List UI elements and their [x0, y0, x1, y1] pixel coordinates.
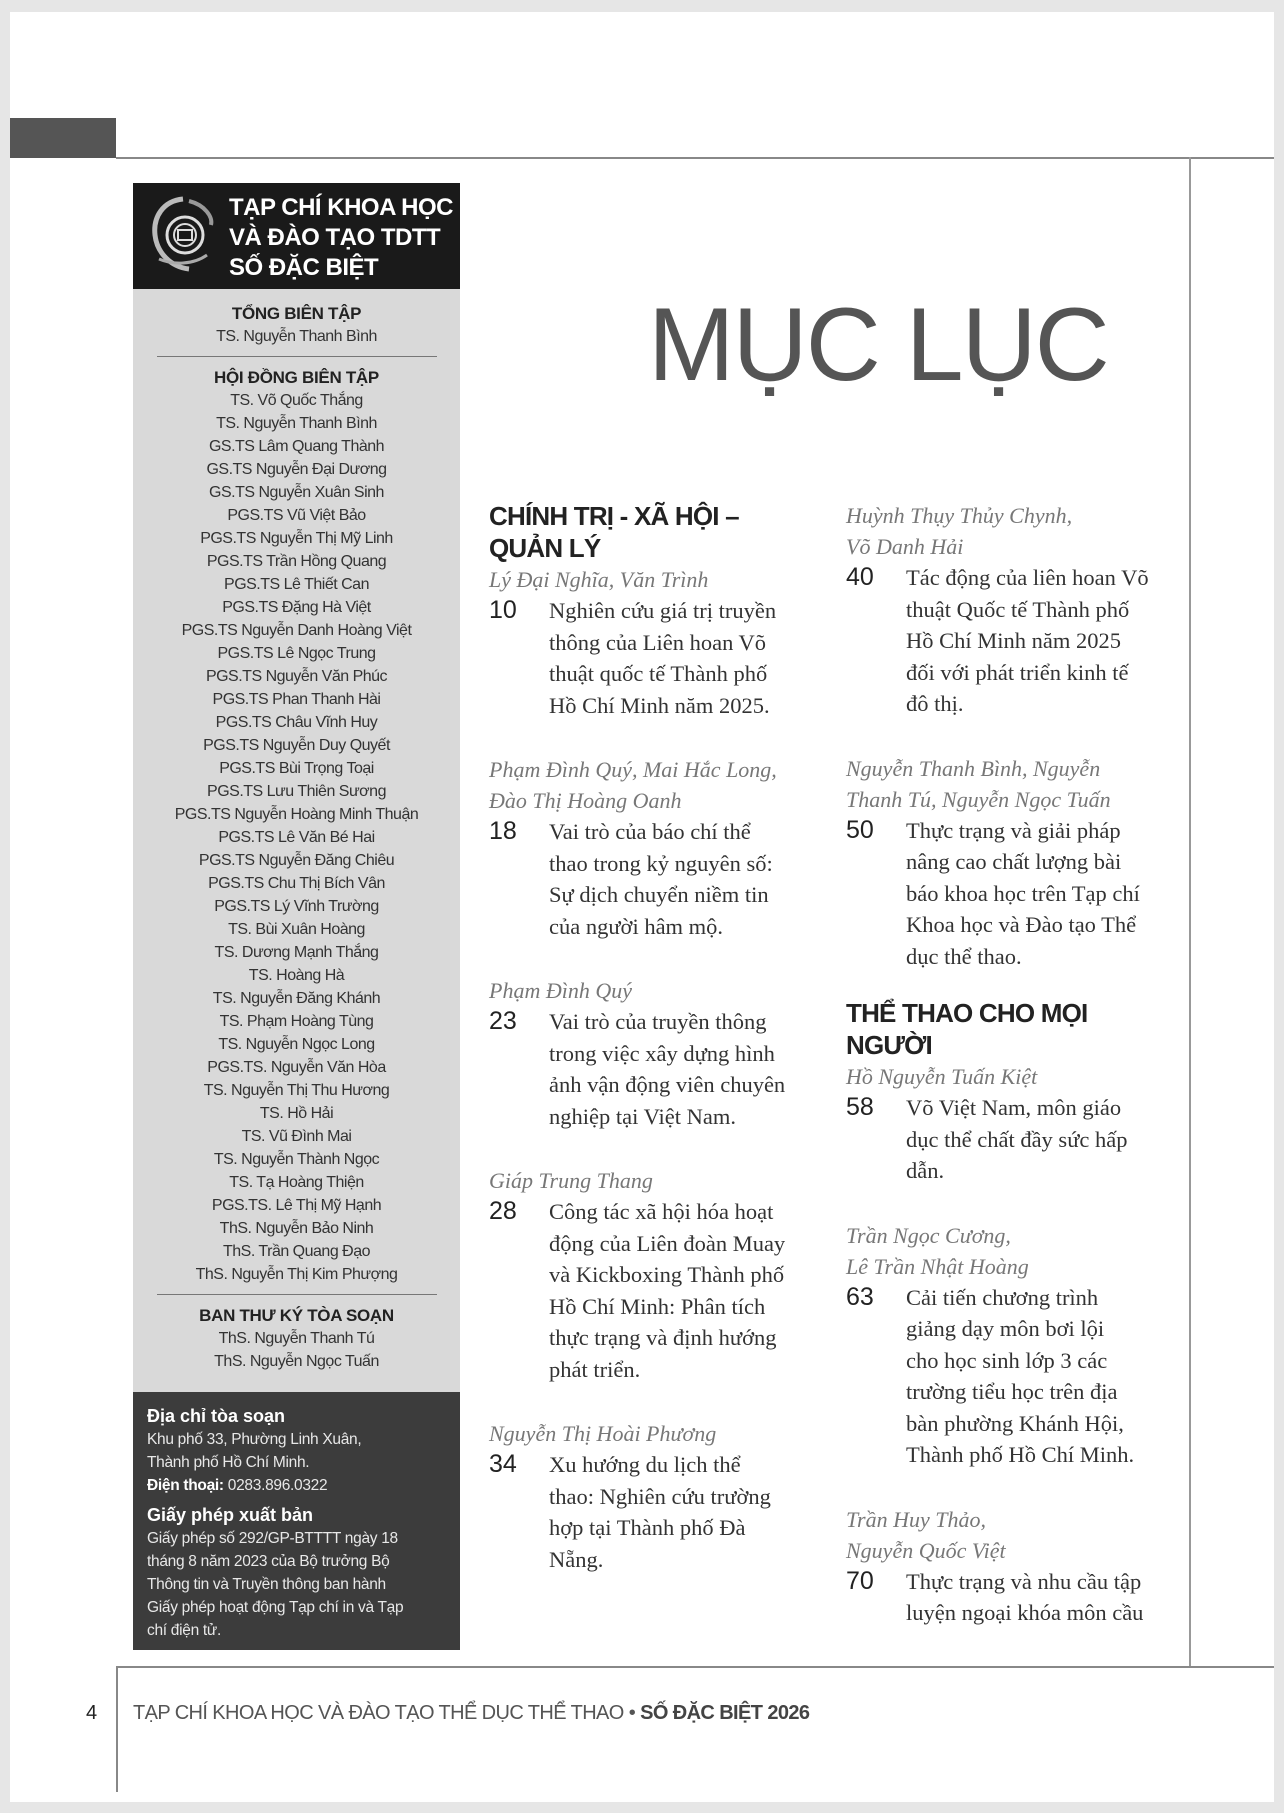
entry-title-line: ảnh vận động viên chuyên	[549, 1072, 786, 1097]
board-member-name: PGS.TS Chu Thị Bích Vân	[208, 875, 385, 892]
entry-title-line: Hồ Chí Minh năm 2025	[906, 628, 1122, 653]
entry-title-line: nâng cao chất lượng bài	[906, 849, 1122, 874]
board-member-name: TS. Nguyễn Thanh Bình	[216, 415, 377, 432]
entry-title-line: giảng dạy môn bơi lội	[906, 1316, 1105, 1341]
entry-authors: Võ Danh Hải	[846, 534, 964, 559]
secretariat-name: ThS. Nguyễn Ngọc Tuấn	[214, 1353, 379, 1370]
entry-title-line: Hồ Chí Minh năm 2025.	[549, 692, 770, 718]
secretariat-heading: BAN THƯ KÝ TÒA SOẠN	[199, 1306, 394, 1325]
entry-authors: Lê Trần Nhật Hoàng	[846, 1253, 1029, 1279]
entry-title	[906, 815, 1140, 973]
masthead-info	[133, 1392, 460, 1650]
board-member-name: PGS.TS Lý Vĩnh Trường	[214, 898, 379, 915]
license-line: Giấy phép số 292/GP-BTTTT ngày 18	[147, 1530, 398, 1547]
entry-authors: Lý Đại Nghĩa, Văn Trình	[489, 567, 709, 592]
masthead-title-line: TẠP CHÍ KHOA HỌC	[229, 194, 454, 221]
board-member-name: TS. Nguyễn Ngọc Long	[218, 1036, 375, 1053]
issue-label: SỐ ĐẶC BIỆT 2026	[640, 1702, 810, 1724]
entry-authors: Giáp Trung Thang	[489, 1168, 653, 1193]
board-member-name: TS. Bùi Xuân Hoàng	[228, 921, 365, 938]
board-member-name: PGS.TS Nguyễn Đăng Chiêu	[198, 852, 395, 869]
entry-title-line: đô thị.	[906, 691, 964, 716]
toc-entry[interactable]	[489, 754, 834, 942]
board-member-name: PGS.TS Lưu Thiên Sương	[207, 783, 386, 800]
entry-authors: Huỳnh Thụy Thủy Chynh,	[846, 503, 1073, 528]
entry-row	[489, 816, 834, 942]
category-heading-line: CHÍNH TRỊ - XÃ HỘI –	[489, 501, 739, 531]
entry-page-number: 40	[846, 563, 874, 591]
board-member-name: PGS.TS Lê Ngọc Trung	[217, 645, 376, 662]
journal-name: TẠP CHÍ KHOA HỌC VÀ ĐÀO TẠO THỂ DỤC THỂ THAO	[133, 1702, 624, 1724]
entry-authors: Trần Huy Thảo,	[846, 1506, 986, 1532]
entry-authors: Nguyễn Thanh Bình, Nguyễn	[846, 755, 1101, 781]
entry-title-line: Vai trò của báo chí thể	[549, 819, 751, 844]
toc-entries	[846, 1061, 1191, 1629]
entry-page-number: 58	[846, 1093, 874, 1121]
category-heading-line: THỂ THAO CHO MỌI	[846, 998, 1088, 1028]
entry-authors: Trần Ngọc Cương,	[846, 1222, 1011, 1248]
license-heading: Giấy phép xuất bản	[147, 1505, 314, 1525]
entry-authors: Nguyễn Thị Hoài Phương	[489, 1421, 717, 1446]
board-member-name: TS. Vũ Đình Mai	[241, 1128, 352, 1145]
entry-title	[906, 1282, 1134, 1471]
editorial-board-list	[133, 389, 460, 1286]
masthead-header	[133, 183, 460, 289]
entry-title	[549, 1196, 785, 1385]
entry-title-line: trong việc xây dựng hình	[549, 1040, 775, 1066]
toc-entry[interactable]	[846, 1220, 1191, 1471]
entry-title-line: Cải tiến chương trình	[906, 1284, 1099, 1310]
entry-page-number: 70	[846, 1566, 874, 1595]
entry-title	[549, 595, 776, 721]
address-line: Khu phố 33, Phường Linh Xuân,	[147, 1431, 362, 1448]
toc-entries	[846, 500, 1191, 972]
license-line: tháng 8 năm 2023 của Bộ trưởng Bộ	[147, 1553, 390, 1570]
journal-logo-icon	[149, 195, 217, 275]
board-member-name: TS. Dương Mạnh Thắng	[214, 944, 379, 961]
toc-entry[interactable]	[846, 500, 1191, 720]
masthead-title-line: SỐ ĐẶC BIỆT	[229, 254, 379, 281]
toc-entry[interactable]	[846, 1061, 1191, 1187]
board-member-name: ThS. Trần Quang Đạo	[222, 1243, 371, 1260]
board-member-name: PGS.TS Nguyễn Danh Hoàng Việt	[181, 622, 412, 639]
entry-title-line: Thành phố Hồ Chí Minh.	[906, 1442, 1135, 1467]
board-member-name: GS.TS Lâm Quang Thành	[208, 438, 385, 455]
entry-title-line: trường tiểu học trên địa	[906, 1379, 1118, 1404]
footer-left-rule	[116, 1666, 118, 1792]
entry-title-line: báo khoa học trên Tạp chí	[906, 880, 1140, 906]
entry-row	[846, 562, 1191, 720]
entry-title	[906, 562, 1149, 720]
footer-bullet: •	[623, 1702, 641, 1724]
entry-title-line: Thực trạng và nhu cầu tập	[906, 1568, 1142, 1594]
board-member-name: TS. Võ Quốc Thắng	[230, 392, 363, 409]
entry-title-line: Hồ Chí Minh: Phân tích	[549, 1293, 766, 1319]
board-member-name: PGS.TS Châu Vĩnh Huy	[215, 714, 378, 731]
entry-title-line: Vai trò của truyền thông	[549, 1009, 767, 1034]
entry-row	[489, 1449, 834, 1575]
toc-entry[interactable]	[489, 564, 834, 721]
entry-title-line: Võ Việt Nam, môn giáo	[906, 1095, 1122, 1120]
board-member-name: PGS.TS Lê Văn Bé Hai	[218, 829, 375, 846]
toc-entry[interactable]	[489, 1418, 834, 1575]
entry-title-line: cho học sinh lớp 3 các	[906, 1347, 1108, 1373]
masthead-title	[229, 193, 453, 283]
entry-authors: Nguyễn Quốc Việt	[846, 1537, 1006, 1563]
editorial-board-heading: HỘI ĐỒNG BIÊN TẬP	[214, 368, 379, 387]
entry-title-line: Khoa học và Đào tạo Thể	[906, 912, 1137, 937]
board-member-name: ThS. Nguyễn Bảo Ninh	[219, 1220, 374, 1237]
entry-title	[549, 816, 773, 942]
entry-page-number: 28	[489, 1197, 517, 1225]
phone-line	[147, 1474, 446, 1497]
bottom-rule	[116, 1666, 1274, 1668]
entry-title-line: nghiệp tại Việt Nam.	[549, 1103, 736, 1129]
toc-column-2	[846, 500, 1191, 1662]
entry-title-line: thao: Nghiên cứu trường	[549, 1483, 771, 1509]
entry-row	[846, 1282, 1191, 1471]
board-member-name: PGS.TS Phan Thanh Hài	[212, 691, 381, 708]
masthead-staff	[133, 289, 460, 1392]
entry-authors: Phạm Đình Quý	[489, 978, 632, 1003]
board-member-name: ThS. Nguyễn Thị Kim Phượng	[195, 1266, 398, 1283]
phone-label: Điện thoại:	[147, 1477, 224, 1494]
category-heading	[489, 500, 834, 564]
license-line: chí điện tử.	[147, 1622, 221, 1639]
board-member-name: PGS.TS. Lê Thị Mỹ Hạnh	[211, 1197, 382, 1214]
entry-title-line: dục thể chất đầy sức hấp	[906, 1126, 1128, 1152]
entry-title-line: luyện ngoại khóa môn cầu	[906, 1600, 1144, 1625]
page-number: 4	[86, 1702, 98, 1724]
entry-title-line: Thực trạng và giải pháp	[906, 817, 1121, 843]
toc-column-1	[489, 500, 834, 1608]
editor-in-chief-heading: TỔNG BIÊN TẬP	[231, 304, 362, 323]
entry-row	[846, 815, 1191, 973]
board-member-name: TS. Phạm Hoàng Tùng	[219, 1013, 374, 1030]
entry-title-line: thuật quốc tế Thành phố	[549, 661, 768, 686]
entry-row	[489, 595, 834, 721]
entry-row	[846, 1566, 1191, 1629]
board-member-name: PGS.TS Vũ Việt Bảo	[227, 507, 366, 524]
board-member-name: TS. Nguyễn Thành Ngọc	[213, 1151, 380, 1168]
board-member-name: GS.TS Nguyễn Đại Dương	[206, 461, 387, 478]
board-member-name: TS. Nguyễn Thị Thu Hương	[203, 1082, 390, 1099]
board-member-name: PGS.TS Nguyễn Văn Phúc	[205, 668, 388, 685]
board-member-name: PGS.TS Lê Thiết Can	[224, 576, 369, 593]
entry-title-line: thao trong kỷ nguyên số:	[549, 850, 773, 876]
entry-title-line: của người hâm mộ.	[549, 913, 724, 939]
entry-title-line: Xu hướng du lịch thể	[549, 1452, 741, 1477]
license-line: Giấy phép hoạt động Tạp chí in và Tạp	[147, 1599, 404, 1616]
license-line: Thông tin và Truyền thông ban hành	[147, 1576, 386, 1593]
entry-title	[906, 1092, 1127, 1187]
toc-entry[interactable]	[489, 975, 834, 1132]
entry-title-line: thông của Liên hoan Võ	[549, 629, 767, 655]
entry-title-line: Tác động của liên hoan Võ	[906, 565, 1149, 590]
masthead-title-line: VÀ ĐÀO TẠO TDTT	[229, 224, 441, 251]
board-member-name: GS.TS Nguyễn Xuân Sinh	[209, 484, 384, 501]
entry-row	[489, 1196, 834, 1385]
entry-authors: Đào Thị Hoàng Oanh	[489, 788, 682, 813]
entry-title	[549, 1006, 785, 1132]
entry-title-line: Sự dịch chuyển niềm tin	[549, 882, 769, 907]
entry-title-line: dẫn.	[906, 1158, 945, 1183]
section-divider	[157, 356, 437, 357]
category-heading	[846, 997, 1191, 1061]
top-rule	[116, 157, 1274, 159]
editor-in-chief-name: TS. Nguyễn Thanh Bình	[216, 328, 377, 345]
entry-authors: Thanh Tú, Nguyễn Ngọc Tuấn	[846, 786, 1111, 812]
entry-title-line: và Kickboxing Thành phố	[549, 1262, 785, 1287]
board-member-name: TS. Hoàng Hà	[248, 967, 345, 984]
entry-page-number: 10	[489, 596, 517, 624]
entry-title-line: thuật Quốc tế Thành phố	[906, 596, 1130, 622]
masthead-sidebar	[133, 183, 460, 1650]
entry-page-number: 18	[489, 817, 517, 845]
entry-title-line: đối với phát triển kinh tế	[906, 659, 1129, 685]
address-line: Thành phố Hồ Chí Minh.	[147, 1454, 310, 1471]
board-member-name: TS. Hồ Hải	[259, 1105, 334, 1122]
board-member-name: TS. Nguyễn Đăng Khánh	[212, 990, 381, 1007]
address-heading: Địa chỉ tòa soạn	[147, 1406, 286, 1426]
entry-page-number: 34	[489, 1450, 517, 1478]
entry-title-line: Nẵng.	[549, 1546, 604, 1572]
entry-title-line: dục thể thao.	[906, 943, 1022, 969]
board-member-name: PGS.TS Bùi Trọng Toại	[219, 760, 374, 777]
entry-title	[906, 1566, 1143, 1629]
entry-title-line: phát triển.	[549, 1356, 641, 1382]
entry-title-line: Công tác xã hội hóa hoạt	[549, 1199, 774, 1224]
entry-authors: Hồ Nguyễn Tuấn Kiệt	[846, 1064, 1038, 1089]
board-member-name: PGS.TS Đặng Hà Việt	[222, 599, 371, 616]
entry-page-number: 50	[846, 815, 874, 844]
entry-title-line: thực trạng và định hướng	[549, 1325, 777, 1350]
toc-entry[interactable]	[846, 753, 1191, 973]
table-of-contents-title: MỤC LỤC	[648, 287, 1108, 403]
entry-row	[846, 1092, 1191, 1187]
section-divider	[157, 1294, 437, 1295]
entry-title-line: hợp tại Thành phố Đà	[549, 1515, 746, 1540]
board-member-name: PGS.TS Nguyễn Thị Mỹ Linh	[200, 530, 393, 547]
entry-title-line: Nghiên cứu giá trị truyền	[549, 598, 777, 623]
board-member-name: PGS.TS Nguyễn Hoàng Minh Thuận	[174, 806, 419, 823]
toc-entry[interactable]	[489, 1165, 834, 1385]
entry-row	[489, 1006, 834, 1132]
board-member-name: TS. Tạ Hoàng Thiện	[229, 1174, 364, 1191]
running-footer	[133, 1702, 809, 1725]
entry-page-number: 63	[846, 1282, 874, 1311]
page-tab-marker	[10, 118, 116, 158]
board-member-name: PGS.TS Trần Hồng Quang	[206, 553, 387, 570]
toc-entry[interactable]	[846, 1504, 1191, 1629]
board-member-name: PGS.TS. Nguyễn Văn Hòa	[207, 1059, 386, 1076]
entry-title-line: bàn phường Khánh Hội,	[906, 1410, 1124, 1436]
board-member-name: PGS.TS Nguyễn Duy Quyết	[203, 737, 390, 754]
entry-title	[549, 1449, 771, 1575]
entry-title-line: động của Liên đoàn Muay	[549, 1230, 786, 1256]
category-heading-line: QUẢN LÝ	[489, 533, 601, 563]
secretariat-name: ThS. Nguyễn Thanh Tú	[218, 1330, 375, 1347]
entry-authors: Phạm Đình Quý, Mai Hắc Long,	[489, 757, 777, 782]
category-heading-line: NGƯỜI	[846, 1030, 932, 1060]
phone-number: 0283.896.0322	[223, 1477, 328, 1494]
toc-entries	[489, 564, 834, 1575]
entry-page-number: 23	[489, 1007, 517, 1035]
